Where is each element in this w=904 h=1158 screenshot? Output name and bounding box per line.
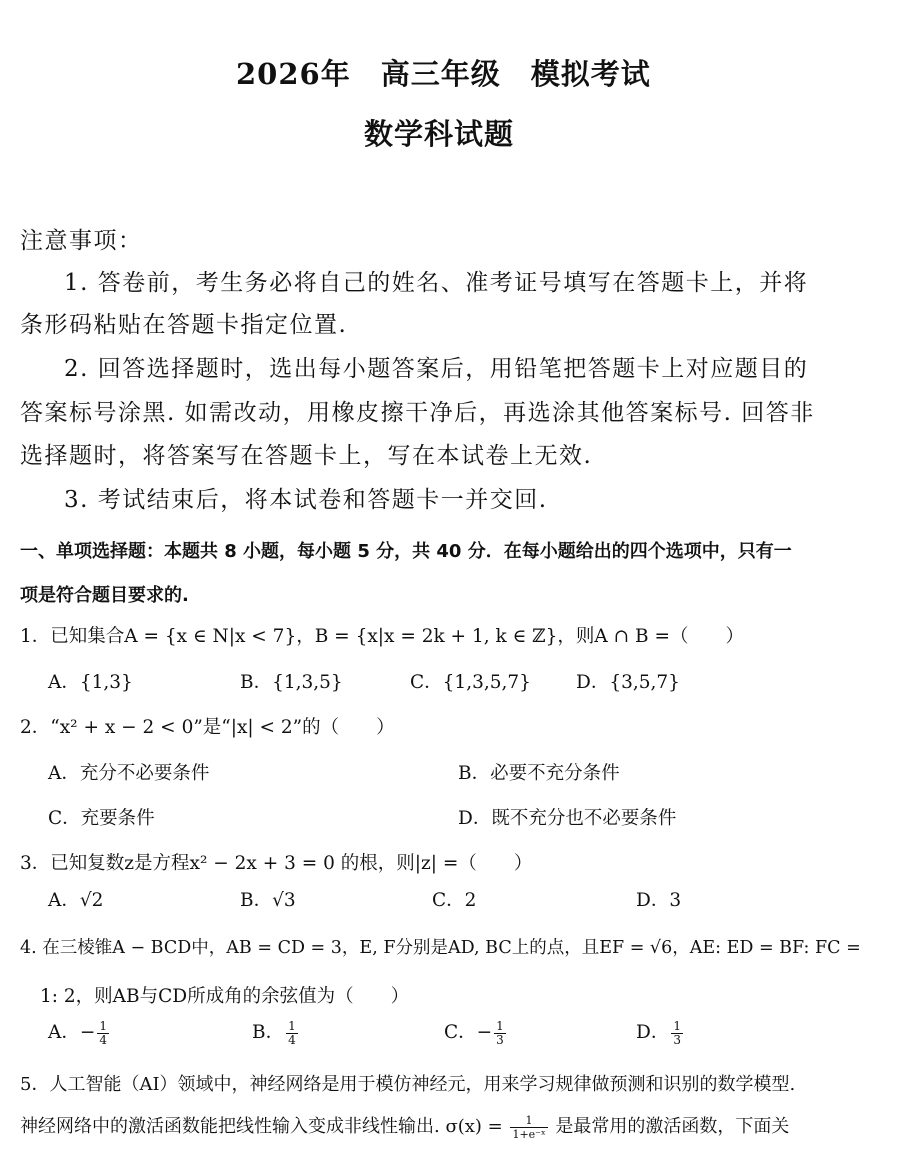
fraction-denominator: 3 <box>673 1032 681 1047</box>
question-1-option-a: A．{1,3} <box>48 672 133 693</box>
fraction-numerator: 1 <box>496 1018 504 1033</box>
notice-heading: 注意事项： <box>20 228 143 254</box>
notice-item1-line2: 条形码粘贴在答题卡指定位置. <box>20 312 348 338</box>
question-3-option-b-label: B． <box>240 890 273 911</box>
question-4-line1: 4. 在三棱锥A − BCD中，AB = CD = 3，E, F分别是AD, BC上的点，且EF = √6，AE: ED = BF: FC = <box>20 938 861 958</box>
question-1-option-d: D．{3,5,7} <box>576 672 680 693</box>
question-4-option-c-fraction <box>494 1020 506 1047</box>
question-2-option-a: A．充分不必要条件 <box>48 763 210 784</box>
question-5-line2 <box>20 1112 789 1141</box>
question-5-line1: 5．人工智能（AI）领域中，神经网络是用于模仿神经元，用来学习规律做预测和识别的数学模型. <box>20 1074 796 1095</box>
question-3-option-a <box>48 886 103 912</box>
fraction-denominator: 4 <box>99 1032 108 1047</box>
question-4-option-d-label: D． <box>636 1022 670 1043</box>
question-4-option-d-fraction <box>671 1020 683 1047</box>
question-2-option-d: D．既不充分也不必要条件 <box>458 808 677 829</box>
question-4-option-b-label: B． <box>252 1022 285 1043</box>
section1-heading-line1: 一、单项选择题：本题共 8 小题，每小题 5 分，共 40 分．在每小题给出的四个选项中，只有一 <box>20 541 792 562</box>
question-4-option-c <box>444 1018 508 1047</box>
question-4-option-a-fraction <box>97 1020 109 1047</box>
question-4-option-b-fraction <box>286 1020 298 1047</box>
fraction-denominator: 3 <box>496 1032 504 1047</box>
notice-item2-line1: 2. 回答选择题时，选出每小题答案后，用铅笔把答题卡上对应题目的 <box>64 356 809 382</box>
question-1-option-c: C．{1,3,5,7} <box>410 672 531 693</box>
question-4-line2: 1: 2，则AB与CD所成角的余弦值为（ ） <box>40 986 410 1007</box>
question-2-option-b: B．必要不充分条件 <box>458 763 620 784</box>
question-5-line2-pre: 神经网络中的激活函数能把线性输入变成非线性输出. σ(x) = <box>20 1116 509 1137</box>
fraction-numerator: 1 <box>99 1018 108 1033</box>
question-3-option-d: D．3 <box>636 890 682 911</box>
notice-item2-line3: 选择题时，将答案写在答题卡上，写在本试卷上无效. <box>20 443 593 469</box>
fraction-denominator: 1+e⁻ˣ <box>512 1127 546 1141</box>
question-3-stem: 3．已知复数z是方程x² − 2x + 3 = 0 的根，则|z| =（ ） <box>20 853 533 874</box>
fraction-numerator: 1 <box>510 1114 547 1128</box>
question-4-option-a-label: A．− <box>48 1022 96 1043</box>
notice-item3: 3. 考试结束后，将本试卷和答题卡一并交回. <box>64 487 548 513</box>
question-3-option-b-value: √3 <box>272 890 296 911</box>
question-5-line2-post: 是最常用的激活函数，下面关 <box>549 1116 790 1137</box>
question-1-stem: 1．已知集合A = {x ∈ N|x < 7}，B = {x|x = 2k + 1, k ∈ ℤ}，则A ∩ B =（ ） <box>20 626 745 647</box>
question-3-option-b <box>240 886 296 912</box>
question-4-option-d <box>636 1018 685 1047</box>
notice-item1-line1: 1. 答卷前，考生务必将自己的姓名、准考证号填写在答题卡上，并将 <box>64 270 809 296</box>
question-3-option-a-label: A． <box>48 890 80 911</box>
subject-title: 数学科试题 <box>364 117 515 151</box>
question-3-option-a-value: √2 <box>79 890 104 911</box>
question-1-option-b: B．{1,3,5} <box>240 672 343 693</box>
question-4-option-b <box>252 1018 300 1047</box>
question-3-option-c: C．2 <box>432 890 477 911</box>
exam-title: 2026年 高三年级 模拟考试 <box>236 57 651 91</box>
question-4-option-c-label: C．− <box>444 1022 493 1043</box>
fraction-denominator: 4 <box>288 1032 296 1047</box>
fraction-numerator: 1 <box>288 1018 296 1033</box>
question-2-option-c: C．充要条件 <box>48 808 155 829</box>
question-4-option-a <box>48 1018 111 1047</box>
sigmoid-fraction <box>510 1114 547 1141</box>
question-2-stem: 2．“x² + x − 2 < 0”是“|x| < 2”的（ ） <box>20 717 395 738</box>
section1-heading-line2: 项是符合题目要求的. <box>20 585 189 606</box>
fraction-numerator: 1 <box>673 1018 681 1033</box>
notice-item2-line2: 答案标号涂黑. 如需改动，用橡皮擦干净后，再选涂其他答案标号. 回答非 <box>20 400 815 426</box>
